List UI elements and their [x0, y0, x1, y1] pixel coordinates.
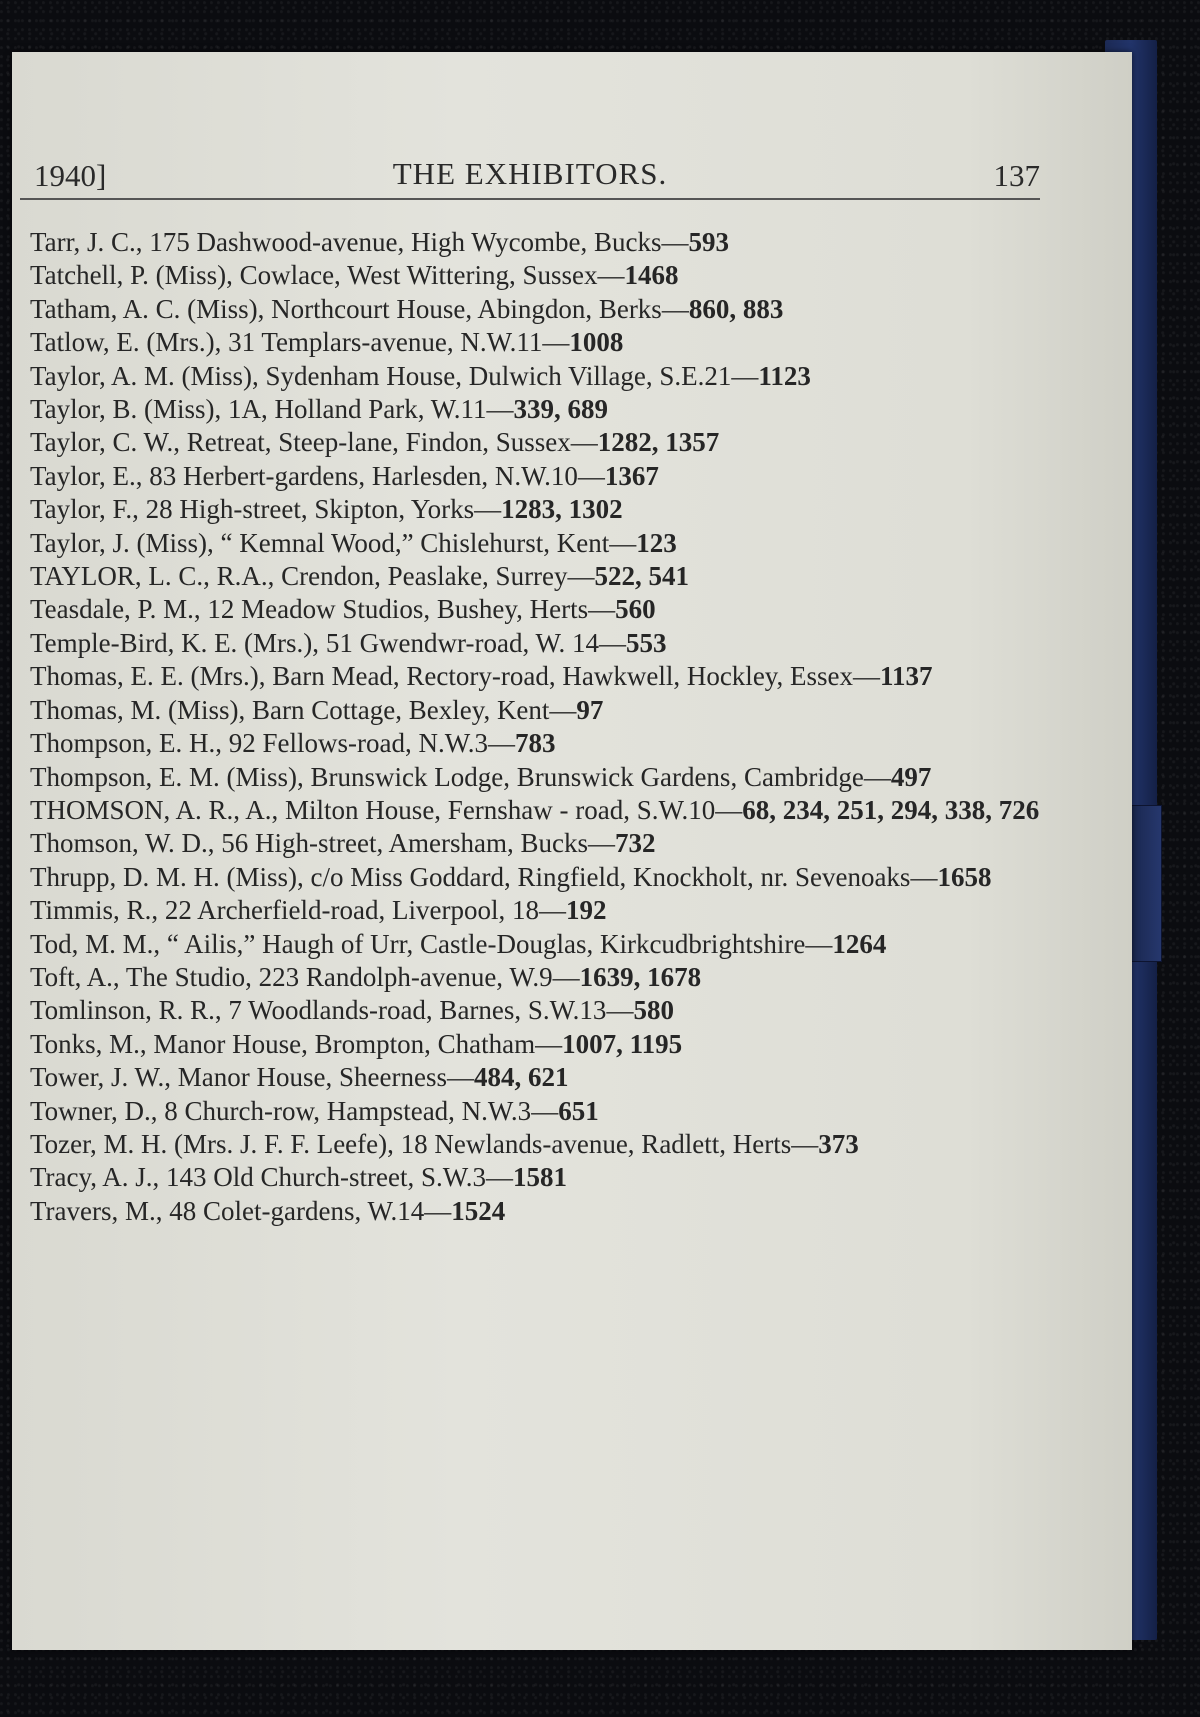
exhibitor-entry: TAYLOR, L. C., R.A., Crendon, Peaslake, Surrey—522, 541 [30, 561, 690, 592]
exhibitor-name: Tracy, A. J., [30, 1162, 160, 1193]
exhibitor-address: 143 Old Church-street, S.W.3 [166, 1162, 486, 1193]
exhibit-numbers: 1658 [937, 861, 992, 892]
exhibitor-address: 48 Colet-gardens, W.14 [169, 1195, 425, 1226]
exhibit-numbers: 1282, 1357 [597, 427, 720, 458]
exhibitor-entry: Tracy, A. J., 143 Old Church-street, S.W.3—1581 [30, 1162, 567, 1193]
exhibitor-name: Taylor, A. M. (Miss), [30, 360, 259, 391]
exhibitor-address: 22 Archerfield-road, Liverpool, 18 [164, 895, 539, 926]
exhibitor-address: 56 High-street, Amersham, Bucks [221, 828, 588, 859]
exhibitor-address: Cowlace, West Wittering, Sussex [239, 260, 598, 291]
exhibitor-entry: Thomas, E. E. (Mrs.), Barn Mead, Rectory-road, Hawkwell, Hockley, Essex—1137 [30, 661, 933, 692]
exhibitor-entry: Tatlow, E. (Mrs.), 31 Templars-avenue, N.W.11—1008 [30, 327, 624, 358]
exhibitor-name: Teasdale, P. M., [30, 594, 201, 625]
exhibitor-address: c/o Miss Goddard, Ringfield, Knockholt, nr. Sevenoaks [310, 861, 911, 892]
exhibit-numbers: 97 [576, 694, 604, 725]
exhibitor-address: 92 Fellows-road, N.W.3 [228, 728, 488, 759]
exhibitor-address: 175 Dashwood-avenue, High Wycombe, Bucks [149, 227, 662, 257]
exhibitor-address: 7 Woodlands-road, Barnes, S.W.13 [228, 995, 607, 1026]
exhibitor-address: 28 High-street, Skipton, Yorks [145, 494, 475, 525]
exhibitor-entry: Tozer, M. H. (Mrs. J. F. F. Leefe), 18 Newlands-avenue, Radlett, Herts—373 [30, 1128, 859, 1159]
exhibitor-address: Barn Mead, Rectory-road, Hawkwell, Hockley, Essex [272, 661, 854, 692]
exhibit-numbers: 1639, 1678 [579, 961, 702, 992]
exhibitor-name: Taylor, J. (Miss), [30, 527, 214, 558]
exhibit-numbers: 192 [565, 895, 607, 926]
exhibit-numbers: 1264 [832, 928, 887, 959]
page-number: 137 [993, 158, 1040, 193]
exhibitor-address: Retreat, Steep-lane, Findon, Sussex [186, 427, 571, 458]
page-header [20, 108, 1040, 200]
exhibit-numbers: 1283, 1302 [501, 494, 623, 525]
exhibitor-entry: Tatham, A. C. (Miss), Northcourt House, Abingdon, Berks—860, 883 [30, 293, 784, 324]
exhibitor-address: 18 Newlands-avenue, Radlett, Herts [400, 1128, 792, 1159]
exhibitor-name: Tozer, M. H. (Mrs. J. F. F. Leefe), [30, 1128, 394, 1159]
exhibitor-entry: Thomson, W. D., 56 High-street, Amersham, Bucks—732 [30, 828, 656, 859]
exhibitor-name: Thompson, E. M. (Miss), [30, 761, 304, 792]
exhibit-numbers: 522, 541 [594, 561, 690, 592]
exhibitor-entry: Tower, J. W., Manor House, Sheerness—484, 621 [30, 1062, 569, 1093]
exhibitor-name: Taylor, C. W., [30, 427, 181, 458]
exhibit-numbers: 123 [636, 527, 677, 558]
exhibitor-entry: Taylor, A. M. (Miss), Sydenham House, Dulwich Village, S.E.21—1123 [30, 360, 811, 391]
exhibitor-address: Milton House, Fernshaw - road, S.W.10 [285, 794, 716, 825]
exhibitor-address: 83 Herbert-gardens, Harlesden, N.W.10 [149, 460, 578, 491]
exhibitor-name: Thomas, M. (Miss), [30, 694, 246, 725]
exhibitor-address: 8 Church-row, Hampstead, N.W.3 [164, 1095, 532, 1126]
exhibit-numbers: 860, 883 [688, 293, 784, 324]
exhibitor-address: Crendon, Peaslake, Surrey [281, 561, 568, 592]
page-title: THE EXHIBITORS. [392, 156, 668, 191]
exhibitor-name: Toft, A., [30, 961, 120, 992]
exhibitor-address: 1A, Holland Park, W.11 [228, 394, 487, 425]
exhibit-numbers: 580 [633, 995, 674, 1026]
exhibitor-entry: Tomlinson, R. R., 7 Woodlands-road, Barnes, S.W.13—580 [30, 995, 674, 1026]
exhibit-numbers: 339, 689 [513, 394, 609, 425]
exhibitor-address: Manor House, Brompton, Chatham [153, 1028, 536, 1059]
exhibitor-name: Tomlinson, R. R., [30, 995, 222, 1026]
exhibitor-entry: Tatchell, P. (Miss), Cowlace, West Wittering, Sussex—1468 [30, 260, 679, 291]
exhibitor-address: Brunswick Lodge, Brunswick Gardens, Cambridge [310, 761, 864, 792]
exhibitor-address: Northcourt House, Abingdon, Berks [271, 293, 662, 324]
exhibitor-entry: Taylor, B. (Miss), 1A, Holland Park, W.11—339, 689 [30, 394, 609, 425]
exhibitor-entry: Tarr, J. C., 175 Dashwood-avenue, High Wycombe, Bucks—593 [30, 227, 730, 257]
exhibitor-name: Travers, M., [30, 1195, 163, 1226]
exhibit-numbers: 68, 234, 251, 294, 338, 726 [742, 794, 1040, 825]
exhibit-numbers: 732 [614, 828, 656, 859]
header-year: 1940] [34, 158, 107, 193]
exhibitor-entry: Taylor, F., 28 High-street, Skipton, Yorks—1283, 1302 [30, 494, 623, 525]
exhibitor-name: Taylor, F., [30, 494, 139, 525]
exhibit-numbers: 553 [625, 627, 667, 658]
exhibitor-entry: Thompson, E. H., 92 Fellows-road, N.W.3—783 [30, 728, 556, 759]
exhibitor-address: Barn Cottage, Bexley, Kent [252, 694, 550, 725]
exhibitor-entry: THOMSON, A. R., A., Milton House, Fernshaw - road, S.W.10—68, 234, 251, 294, 338, 726 [30, 794, 1040, 825]
exhibitor-list [30, 226, 1040, 1228]
exhibitor-name: Tatchell, P. (Miss), [30, 260, 233, 291]
exhibitor-entry: Thrupp, D. M. H. (Miss), c/o Miss Goddard, Ringfield, Knockholt, nr. Sevenoaks—1658 [30, 861, 992, 892]
exhibitor-address: 51 Gwendwr-road, W. 14 [325, 627, 599, 658]
exhibitor-entry: Towner, D., 8 Church-row, Hampstead, N.W.3—651 [30, 1095, 599, 1126]
exhibitor-name: Thomas, E. E. (Mrs.), [30, 661, 266, 692]
exhibit-numbers: 1137 [880, 661, 933, 692]
exhibitor-address: 31 Templars-avenue, N.W.11 [228, 327, 543, 358]
exhibit-numbers: 783 [514, 728, 556, 759]
exhibitor-address: “ Kemnal Wood,” Chislehurst, Kent [220, 527, 610, 558]
exhibitor-name: Towner, D., [30, 1095, 158, 1126]
exhibitor-name: Thomson, W. D., [30, 828, 215, 859]
exhibitor-name: Tonks, M., [30, 1028, 147, 1059]
exhibitor-name: Tatham, A. C. (Miss), [30, 293, 265, 324]
exhibitor-entry: Tonks, M., Manor House, Brompton, Chatham—1007, 1195 [30, 1028, 683, 1059]
exhibitor-name: Taylor, B. (Miss), [30, 394, 222, 425]
exhibitor-name: Tarr, J. C., [30, 227, 143, 257]
exhibitor-entry: Timmis, R., 22 Archerfield-road, Liverpool, 18—192 [30, 895, 607, 926]
exhibitor-address: Manor House, Sheerness [177, 1062, 447, 1093]
exhibitor-address: “ Ailis,” Haugh of Urr, Castle-Douglas, Kirkcudbrightshire [166, 928, 806, 959]
exhibitor-name: Thrupp, D. M. H. (Miss), [30, 861, 304, 892]
exhibitor-address: The Studio, 223 Randolph-avenue, W.9 [125, 961, 553, 992]
exhibitor-entry: Thomas, M. (Miss), Barn Cottage, Bexley, Kent—97 [30, 694, 604, 725]
exhibit-numbers: 1367 [604, 460, 659, 491]
exhibitor-entry: Taylor, C. W., Retreat, Steep-lane, Findon, Sussex—1282, 1357 [30, 427, 720, 458]
exhibitor-entry: Tod, M. M., “ Ailis,” Haugh of Urr, Castle-Douglas, Kirkcudbrightshire—1264 [30, 928, 887, 959]
exhibitor-entry: Toft, A., The Studio, 223 Randolph-avenue, W.9—1639, 1678 [30, 961, 702, 992]
exhibitor-name: Tatlow, E. (Mrs.), [30, 327, 222, 358]
exhibitor-entry: Travers, M., 48 Colet-gardens, W.14—1524 [30, 1195, 506, 1226]
exhibitor-name: Timmis, R., [30, 895, 159, 926]
exhibitor-entry: Thompson, E. M. (Miss), Brunswick Lodge, Brunswick Gardens, Cambridge—497 [30, 761, 932, 792]
exhibitor-name: Tower, J. W., [30, 1062, 172, 1093]
exhibit-numbers: 484, 621 [473, 1062, 569, 1093]
exhibitor-name: Tod, M. M., [30, 928, 161, 959]
exhibit-numbers: 651 [558, 1095, 599, 1126]
exhibitor-name: Taylor, E., [30, 460, 143, 491]
exhibit-numbers: 560 [615, 594, 656, 625]
exhibit-numbers: 1581 [512, 1162, 567, 1193]
exhibitor-entry: Teasdale, P. M., 12 Meadow Studios, Bushey, Herts—560 [30, 594, 656, 625]
exhibit-numbers: 1524 [451, 1195, 506, 1226]
exhibit-numbers: 1123 [758, 360, 811, 391]
exhibitor-address: Sydenham House, Dulwich Village, S.E.21 [265, 360, 732, 391]
exhibitor-name: THOMSON, A. R., A., [30, 794, 279, 825]
exhibitor-entry: Taylor, J. (Miss), “ Kemnal Wood,” Chislehurst, Kent—123 [30, 527, 677, 558]
exhibit-numbers: 1007, 1195 [562, 1028, 683, 1059]
exhibitor-entry: Taylor, E., 83 Herbert-gardens, Harlesden, N.W.10—1367 [30, 460, 659, 491]
exhibit-numbers: 497 [890, 761, 932, 792]
exhibitor-name: Temple-Bird, K. E. (Mrs.), [30, 627, 320, 658]
exhibitor-entry: Temple-Bird, K. E. (Mrs.), 51 Gwendwr-road, W. 14—553 [30, 627, 667, 658]
exhibit-numbers: 373 [818, 1128, 859, 1159]
exhibitor-name: TAYLOR, L. C., R.A., [30, 561, 275, 592]
exhibitor-name: Thompson, E. H., [30, 728, 222, 759]
exhibit-numbers: 1008 [569, 327, 624, 358]
exhibit-numbers: 1468 [624, 260, 679, 291]
exhibit-numbers: 593 [688, 227, 730, 257]
exhibitor-address: 12 Meadow Studios, Bushey, Herts [207, 594, 589, 625]
